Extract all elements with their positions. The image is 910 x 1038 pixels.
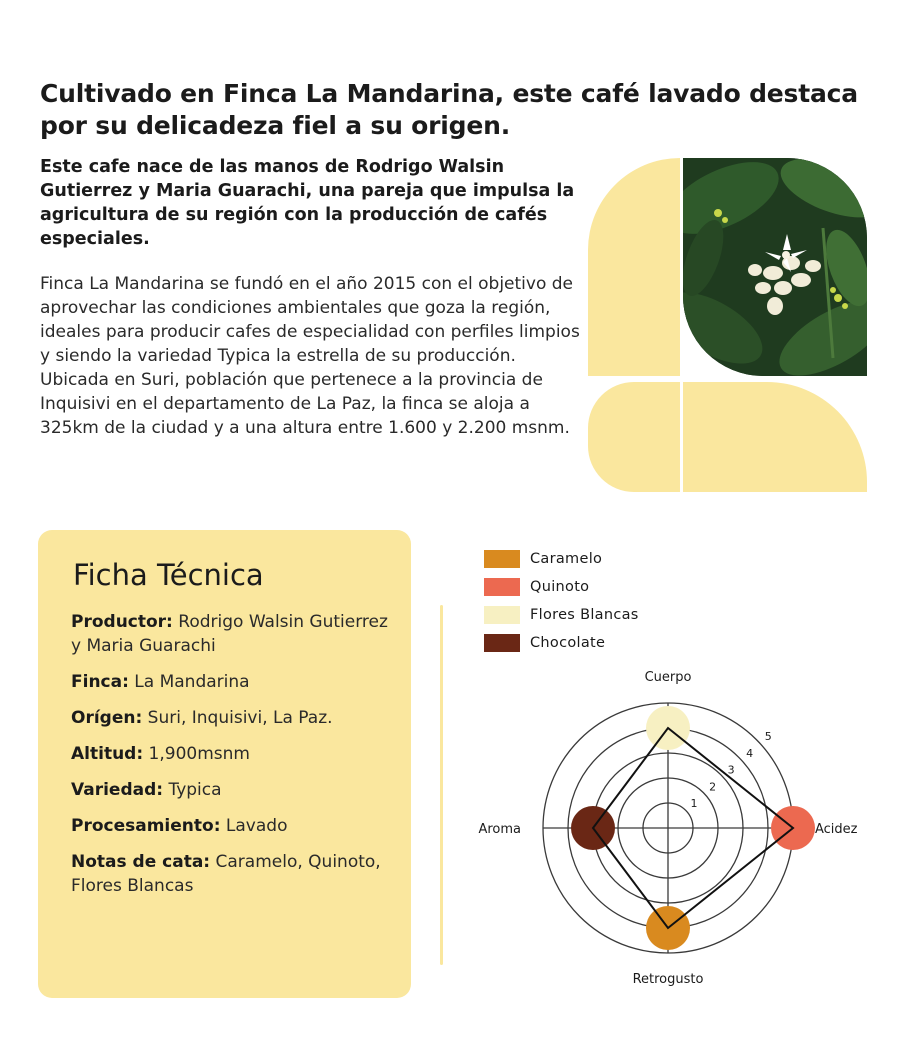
- intro-bold-paragraph: Este cafe nace de las manos de Rodrigo Walsin Gutierrez y Maria Guarachi, una pareja que impulsa la agricultura de su región con la producción de cafés especiales.: [40, 157, 575, 249]
- legend-item: [484, 601, 639, 629]
- radar-ring-label: 4: [746, 746, 754, 760]
- ficha-value: 1,900msnm: [148, 744, 250, 764]
- divider-line: [440, 605, 443, 965]
- ficha-tecnica-title: Ficha Técnica: [73, 558, 264, 592]
- ficha-item-productor: [71, 610, 391, 658]
- legend-label: Chocolate: [530, 635, 606, 651]
- legend-label: Quinoto: [530, 579, 590, 595]
- ficha-item-notas: [71, 850, 391, 898]
- radar-axis-label: Aroma: [478, 822, 521, 837]
- legend-swatch: [484, 634, 520, 652]
- legend-item: [484, 629, 639, 657]
- radar-ring-label: 3: [727, 763, 735, 777]
- ficha-key: Variedad:: [71, 780, 164, 800]
- radar-axis-label: Cuerpo: [644, 670, 692, 685]
- radar-ring-label: 2: [709, 780, 717, 794]
- coffee-flower-illustration: [683, 158, 867, 376]
- legend-item: [484, 573, 639, 601]
- decorative-petal-bottom-left: [588, 382, 680, 492]
- legend-swatch: [484, 578, 520, 596]
- ficha-key: Productor:: [71, 612, 173, 632]
- ficha-key: Orígen:: [71, 708, 143, 728]
- decorative-petal-top-left: [588, 158, 680, 376]
- intro-body-paragraph: Finca La Mandarina se fundó en el año 2015 con el objetivo de aprovechar las condiciones ambientales que goza la región, ideales para producir cafes de especialidad con perfiles limpios y siendo la variedad Typica la estrella de su producción. Ubicada en Suri, población que pertenece a la provincia de Inquisivi en el departamento de La Paz, la finca se aloja a 325km de la ciudad y a una altura entre 1.600 y 2.200 msnm.: [40, 274, 580, 438]
- ficha-tecnica-list: [71, 610, 391, 910]
- ficha-key: Procesamiento:: [71, 816, 221, 836]
- legend-swatch: [484, 606, 520, 624]
- chart-legend: [484, 545, 639, 657]
- ficha-value: Lavado: [225, 816, 288, 836]
- ficha-value: Rodrigo Walsin Gutierrez y Maria Guarachi: [71, 612, 388, 656]
- legend-item: [484, 545, 639, 573]
- ficha-key: Finca:: [71, 672, 129, 692]
- radar-axis-label: Retrogusto: [632, 972, 704, 987]
- ficha-value: Caramelo, Quinoto, Flores Blancas: [71, 852, 381, 896]
- ficha-item-variedad: [71, 778, 391, 802]
- radar-chart: [470, 665, 870, 1000]
- legend-swatch: [484, 550, 520, 568]
- ficha-key: Altitud:: [71, 744, 144, 764]
- radar-axis-label: Acidez: [815, 822, 858, 837]
- ficha-item-altitud: [71, 742, 391, 766]
- legend-label: Flores Blancas: [530, 607, 639, 623]
- coffee-flower-photo: [683, 158, 867, 376]
- decorative-petal-bottom-right: [683, 382, 867, 492]
- headline: Cultivado en Finca La Mandarina, este café lavado destaca por su delicadeza fiel a su origen.: [40, 79, 858, 140]
- ficha-item-procesamiento: [71, 814, 391, 838]
- ficha-key: Notas de cata:: [71, 852, 211, 872]
- ficha-item-finca: [71, 670, 391, 694]
- radar-ring-label: 1: [690, 797, 698, 811]
- ficha-item-origen: [71, 706, 391, 730]
- ficha-value: Typica: [168, 780, 222, 800]
- ficha-value: Suri, Inquisivi, La Paz.: [147, 708, 333, 728]
- legend-label: Caramelo: [530, 551, 603, 567]
- radar-ring-label: 5: [764, 730, 772, 744]
- ficha-value: La Mandarina: [134, 672, 250, 692]
